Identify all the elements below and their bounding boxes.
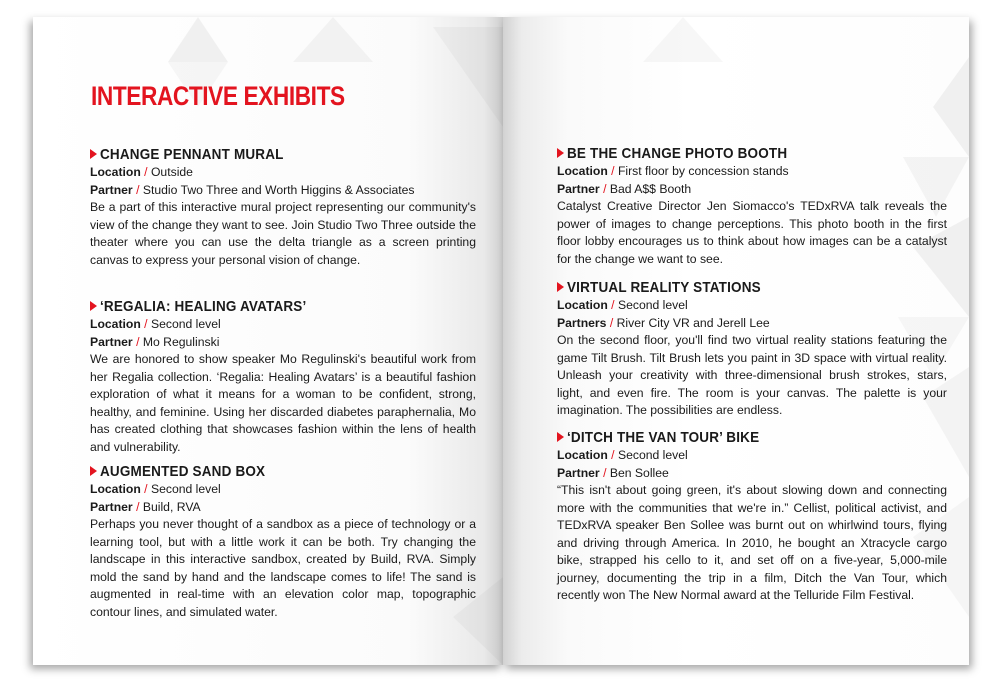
exhibit-heading	[557, 143, 947, 163]
exhibit-heading	[90, 461, 476, 481]
exhibit-description: On the second floor, you'll find two virtual reality stations featuring the game Tilt Brush. Tilt Brush lets you paint in 3D space with virtual reality. Unleash your creativity with three-dimensional brush strokes, stars, light, and even fire. The room is your canvas. The palette is your imagination. The possibilities are endless.	[557, 333, 947, 417]
location-label: Location	[90, 482, 141, 496]
bg-triangle	[293, 17, 373, 62]
exhibit-change-pennant-mural	[90, 144, 476, 269]
location-value: Second level	[150, 317, 221, 331]
triangle-bullet-icon	[90, 301, 97, 311]
exhibit-description: Catalyst Creative Director Jen Siomacco's TEDxRVA talk reveals the power of images to change perceptions. This photo booth in the first floor lobby encourages us to think about how images can be a catalyst for the change we want to see.	[557, 199, 947, 266]
partner-label: Partner	[557, 465, 600, 480]
exhibit-heading	[557, 277, 947, 297]
partner-line	[557, 315, 947, 333]
exhibit-title: ‘REGALIA: HEALING AVATARS’	[100, 297, 307, 315]
separator: /	[136, 182, 140, 197]
exhibit-virtual-reality-stations	[557, 277, 947, 420]
partner-value: Bad A$$ Booth	[609, 181, 692, 196]
separator: /	[611, 448, 615, 462]
exhibit-title: ‘DITCH THE VAN TOUR’ BIKE	[567, 428, 760, 446]
partner-line	[90, 334, 476, 352]
exhibit-heading	[90, 296, 476, 316]
partner-label: Partner	[90, 182, 133, 197]
triangle-bullet-icon	[90, 466, 97, 476]
location-value: Outside	[150, 165, 193, 179]
exhibit-heading	[557, 427, 947, 447]
location-label: Location	[90, 317, 141, 331]
location-label: Location	[557, 164, 608, 178]
separator: /	[609, 315, 614, 330]
bg-triangle	[168, 17, 228, 62]
partner-label: Partner	[90, 499, 133, 514]
triangle-bullet-icon	[557, 148, 564, 158]
location-line	[557, 163, 947, 181]
location-value: First floor by concession stands	[617, 164, 789, 178]
separator: /	[603, 465, 607, 480]
page-title: INTERACTIVE EXHIBITS	[91, 81, 345, 111]
location-label: Location	[90, 165, 141, 179]
triangle-bullet-icon	[90, 149, 97, 159]
location-label: Location	[557, 298, 608, 312]
location-value: Second level	[150, 482, 221, 496]
exhibit-title: VIRTUAL REALITY STATIONS	[567, 278, 761, 296]
partner-label: Partner	[557, 181, 600, 196]
triangle-bullet-icon	[557, 432, 564, 442]
location-line	[90, 481, 476, 499]
separator: /	[144, 165, 148, 179]
partner-line	[557, 181, 947, 199]
exhibit-title: BE THE CHANGE PHOTO BOOTH	[567, 144, 788, 162]
location-value: Second level	[617, 298, 688, 312]
exhibit-ditch-the-van-tour-bike	[557, 427, 947, 605]
partner-line	[90, 182, 476, 200]
location-line	[90, 316, 476, 334]
right-page	[503, 17, 969, 665]
partner-value: Mo Regulinski	[142, 334, 220, 349]
location-line	[90, 164, 476, 182]
exhibit-heading	[90, 144, 476, 164]
separator: /	[136, 334, 140, 349]
separator: /	[603, 181, 607, 196]
bg-triangle	[643, 17, 723, 62]
exhibit-description: We are honored to show speaker Mo Regulinski's beautiful work from her Regalia collection. ‘Regalia: Healing Avatars’ is a beautiful fashion exploration of what it means for a woman to be confident, strong, healthy, and feminine. Using her discarded diabetes paraphernalia, Mo has created clothing that showcases fashion within the lens of health and vulnerability.	[90, 352, 476, 454]
partner-label: Partner	[90, 334, 133, 349]
exhibit-description: Perhaps you never thought of a sandbox as a piece of technology or a learning tool, but with a little work it can be both. Try changing the landscape in this interactive sandbox, created by Build, RVA. Simply mold the sand by hand and the landscape comes to life! The sand is augmented in real-time with an elevation color map, topographic contour lines, and simulated water.	[90, 517, 476, 619]
separator: /	[611, 164, 615, 178]
location-line	[557, 447, 947, 465]
exhibit-be-the-change-photo-booth	[557, 143, 947, 268]
partner-value: Studio Two Three and Worth Higgins & Associates	[142, 182, 415, 197]
location-line	[557, 297, 947, 315]
exhibit-description: Be a part of this interactive mural project representing our community's view of the change they want to see. Join Studio Two Three outside the theater where you can use the delta triangle as a screen printing canvas to express your personal vision of change.	[90, 200, 476, 267]
partner-line	[557, 465, 947, 483]
exhibit-title: CHANGE PENNANT MURAL	[100, 145, 284, 163]
separator: /	[136, 499, 140, 514]
exhibit-regalia-healing-avatars	[90, 296, 476, 456]
partner-label: Partners	[557, 315, 607, 330]
partner-value: River City VR and Jerell Lee	[616, 315, 770, 330]
exhibit-augmented-sand-box	[90, 461, 476, 621]
partner-line	[90, 499, 476, 517]
location-value: Second level	[617, 448, 688, 462]
partner-value: Ben Sollee	[609, 465, 669, 480]
separator: /	[144, 482, 148, 496]
triangle-bullet-icon	[557, 282, 564, 292]
exhibit-description: “This isn't about going green, it's about slowing down and connecting more with the communities that we're in.” Cellist, political activist, and TEDxRVA speaker Ben Sollee was burnt out on whirlwind tours, flying and driving through America. In 2010, he bought an Xtracycle cargo bike, strapped his cello to it, and set off on a five-year, 5,000-mile journey, documenting the trip in a film, Ditch the Van Tour, which recently won The New Normal award at the Telluride Film Festival.	[557, 483, 947, 602]
exhibit-title: AUGMENTED SAND BOX	[100, 462, 266, 480]
left-page	[33, 17, 503, 665]
partner-value: Build, RVA	[142, 499, 201, 514]
location-label: Location	[557, 448, 608, 462]
separator: /	[611, 298, 615, 312]
bg-triangle	[433, 27, 503, 127]
bg-triangle	[933, 57, 969, 157]
separator: /	[144, 317, 148, 331]
